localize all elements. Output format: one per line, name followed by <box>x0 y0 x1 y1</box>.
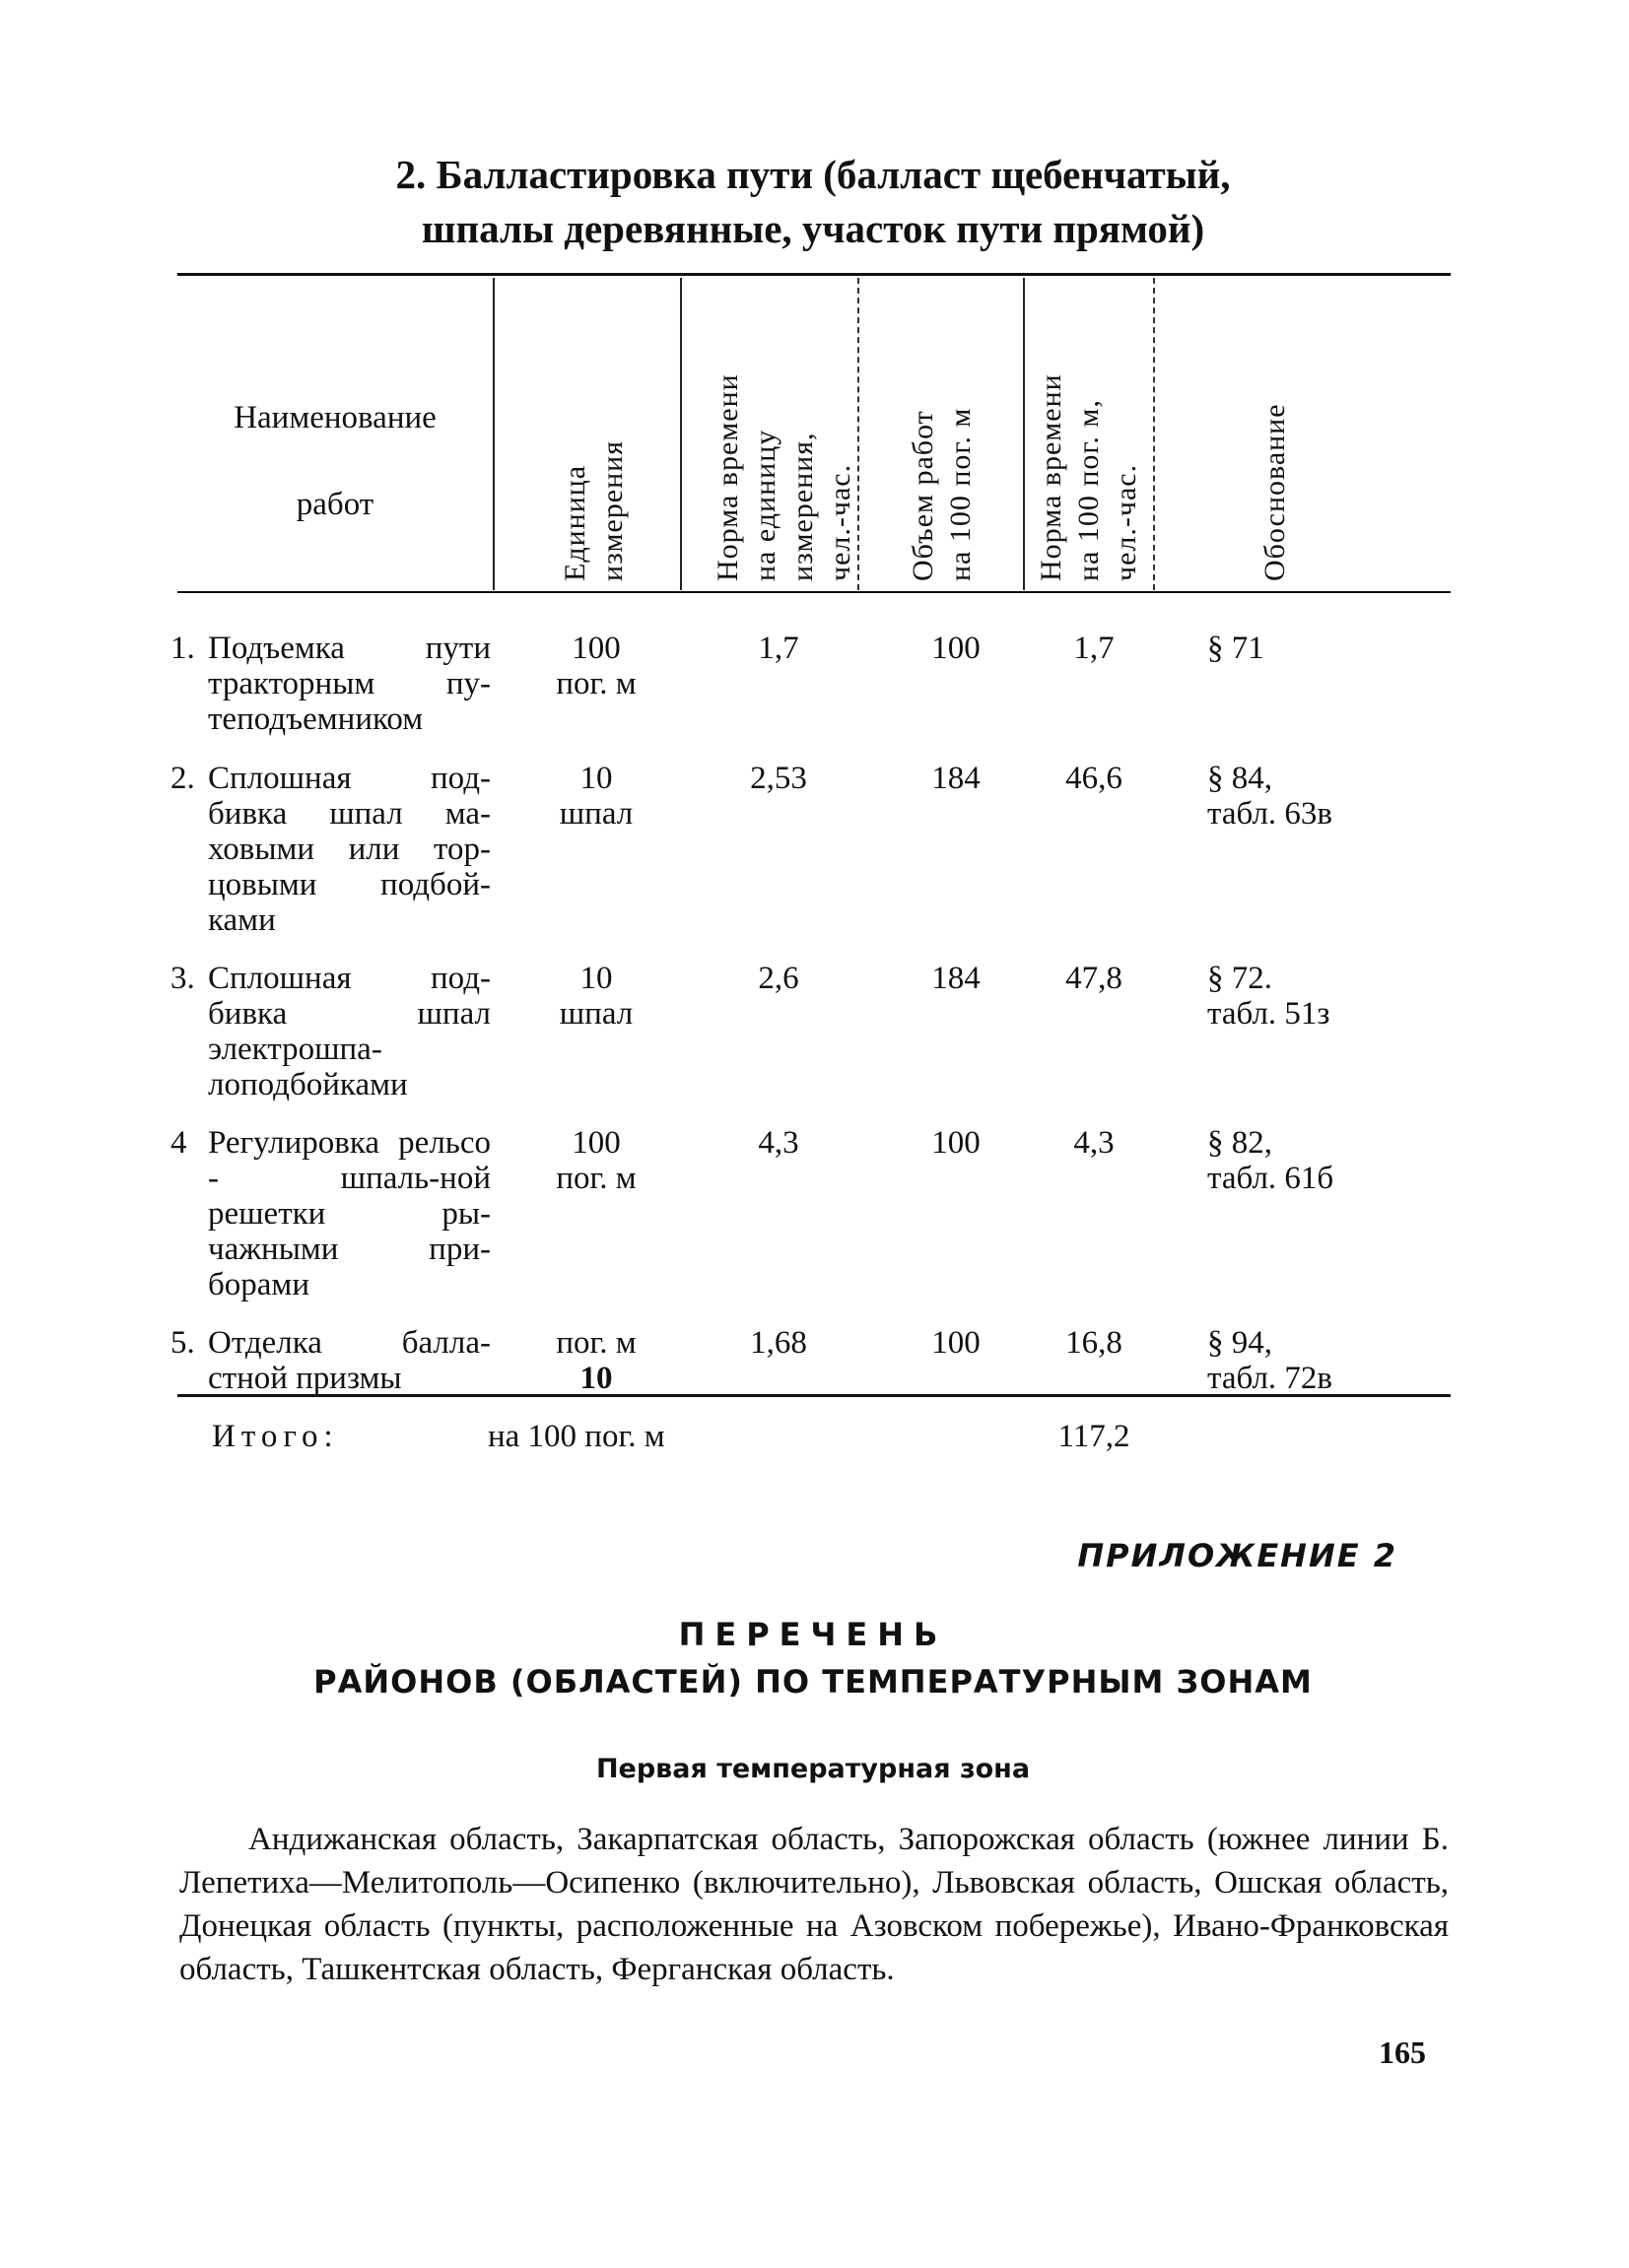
table-row <box>170 1325 491 1396</box>
appendix-label: ПРИЛОЖЕНИЕ 2 <box>1077 1537 1397 1574</box>
row-unit <box>522 1125 670 1196</box>
row-number: 1. <box>170 631 195 666</box>
row-number: 3. <box>170 961 195 996</box>
row-number: 4 <box>170 1125 187 1161</box>
row-volume: 184 <box>931 961 981 996</box>
total-value: 117,2 <box>1057 1419 1130 1454</box>
row-unit-label: шпал <box>559 796 634 832</box>
row-basis-table: табл. 63в <box>1207 796 1332 832</box>
header-separator-5 <box>1153 278 1155 590</box>
row-basis-paragraph: § 82, <box>1207 1125 1272 1161</box>
row-unit <box>522 1325 670 1396</box>
row-number: 5. <box>170 1325 195 1361</box>
row-norm100: 47,8 <box>1065 961 1122 996</box>
row-unit-label: шпал <box>559 996 634 1032</box>
row-work-name: Отделка балла-стной призмы <box>208 1325 491 1396</box>
header-separator-1 <box>493 278 495 590</box>
row-volume: 100 <box>931 1325 981 1361</box>
page-number: 165 <box>1379 2035 1426 2070</box>
row-unit-label: пог. м <box>556 666 637 701</box>
row-unit-value: 10 <box>579 1361 613 1396</box>
row-work-name: Подъемка пути тракторным пу-теподъемником <box>208 631 491 737</box>
row-number: 2. <box>170 761 195 796</box>
row-norm: 2,53 <box>750 761 807 796</box>
table-row <box>170 761 491 938</box>
row-unit-value: 100 <box>572 1125 621 1161</box>
list-subtitle: РАЙОНОВ (ОБЛАСТЕЙ) ПО ТЕМПЕРАТУРНЫМ ЗОНАМ <box>313 1663 1313 1701</box>
row-unit-value: 10 <box>579 761 613 796</box>
row-norm: 4,3 <box>758 1125 799 1161</box>
row-basis-paragraph: § 84, <box>1207 761 1272 796</box>
header-separator-2 <box>680 278 682 590</box>
section-title-line1: 2. Балластировка пути (балласт щебенчатый, <box>395 152 1231 197</box>
zone-title: Первая температурная зона <box>595 1754 1031 1784</box>
row-unit-label: пог. м <box>556 1161 637 1196</box>
row-unit <box>522 761 670 832</box>
section-title <box>177 148 1449 256</box>
row-work-name: Сплошная под-бивка шпал ма-ховыми или тор-цовыми подбой-ками <box>208 761 491 938</box>
row-unit-value: 10 <box>579 961 613 996</box>
row-basis-paragraph: § 94, <box>1207 1325 1272 1361</box>
header-work-name <box>192 374 478 548</box>
row-unit <box>522 631 670 701</box>
row-basis-paragraph: § 72. <box>1207 961 1272 996</box>
row-basis <box>1207 761 1444 832</box>
table-row <box>170 961 491 1102</box>
row-norm: 2,6 <box>758 961 799 996</box>
table-header-rule <box>177 591 1451 593</box>
header-work-name-line1: Наименование <box>234 400 437 435</box>
row-unit-label: пог. м <box>556 1325 637 1361</box>
row-basis-table: табл. 72в <box>1207 1361 1332 1396</box>
row-unit-value: 100 <box>572 631 621 666</box>
row-volume: 100 <box>931 1125 981 1161</box>
row-norm100: 46,6 <box>1065 761 1122 796</box>
row-norm100: 1,7 <box>1073 631 1115 666</box>
row-basis-table: табл. 51з <box>1207 996 1330 1032</box>
total-label: Итого: <box>212 1419 339 1454</box>
row-volume: 184 <box>931 761 981 796</box>
table-row <box>170 631 491 737</box>
row-unit <box>522 961 670 1032</box>
row-norm: 1,68 <box>750 1325 807 1361</box>
row-basis-paragraph: § 71 <box>1207 631 1264 666</box>
row-work-name: Сплошная под-бивка шпал электрошпа-лоподбойками <box>208 961 491 1102</box>
row-basis <box>1207 1125 1444 1196</box>
header-unit: Единица измерения <box>559 439 629 581</box>
table-top-rule <box>177 273 1451 276</box>
row-work-name: Регулировка рельсо - шпаль-ной решетки ры-чажными при-борами <box>208 1125 491 1302</box>
row-norm100: 16,8 <box>1065 1325 1122 1361</box>
row-norm: 1,7 <box>758 631 799 666</box>
row-basis <box>1207 1325 1444 1396</box>
row-norm100: 4,3 <box>1073 1125 1115 1161</box>
header-norm-per-100m: Норма времени на 100 пог. м, чел.-час. <box>1035 373 1142 581</box>
section-title-line2: шпалы деревянные, участок пути прямой) <box>421 206 1205 251</box>
zone-text: Андижанская область, Закарпатская область, Запорожская область (южнее линии Б. Лепетиха—Мелитополь—Осипенко (включительно), Львовская область, Ошская область, Донецкая область (пункты, расположенные на Азовском побережье), Ивано-Франковская область, Ташкентская область, Ферганская область. <box>179 1822 1449 1987</box>
row-basis-table: табл. 61б <box>1207 1161 1334 1196</box>
header-separator-4 <box>1023 278 1025 590</box>
header-volume: Объем работ на 100 пог. м <box>907 407 977 581</box>
list-title: ПЕРЕЧЕНЬ <box>678 1616 948 1653</box>
header-norm-per-unit: Норма времени на единицу измерения, чел.-час. <box>712 373 856 581</box>
row-basis <box>1207 961 1444 1032</box>
header-work-name-line2: работ <box>296 487 374 522</box>
table-row <box>170 1125 491 1302</box>
row-volume: 100 <box>931 631 981 666</box>
total-unit: на 100 пог. м <box>488 1419 665 1454</box>
header-basis: Обоснование <box>1258 403 1291 581</box>
row-basis <box>1207 631 1444 666</box>
